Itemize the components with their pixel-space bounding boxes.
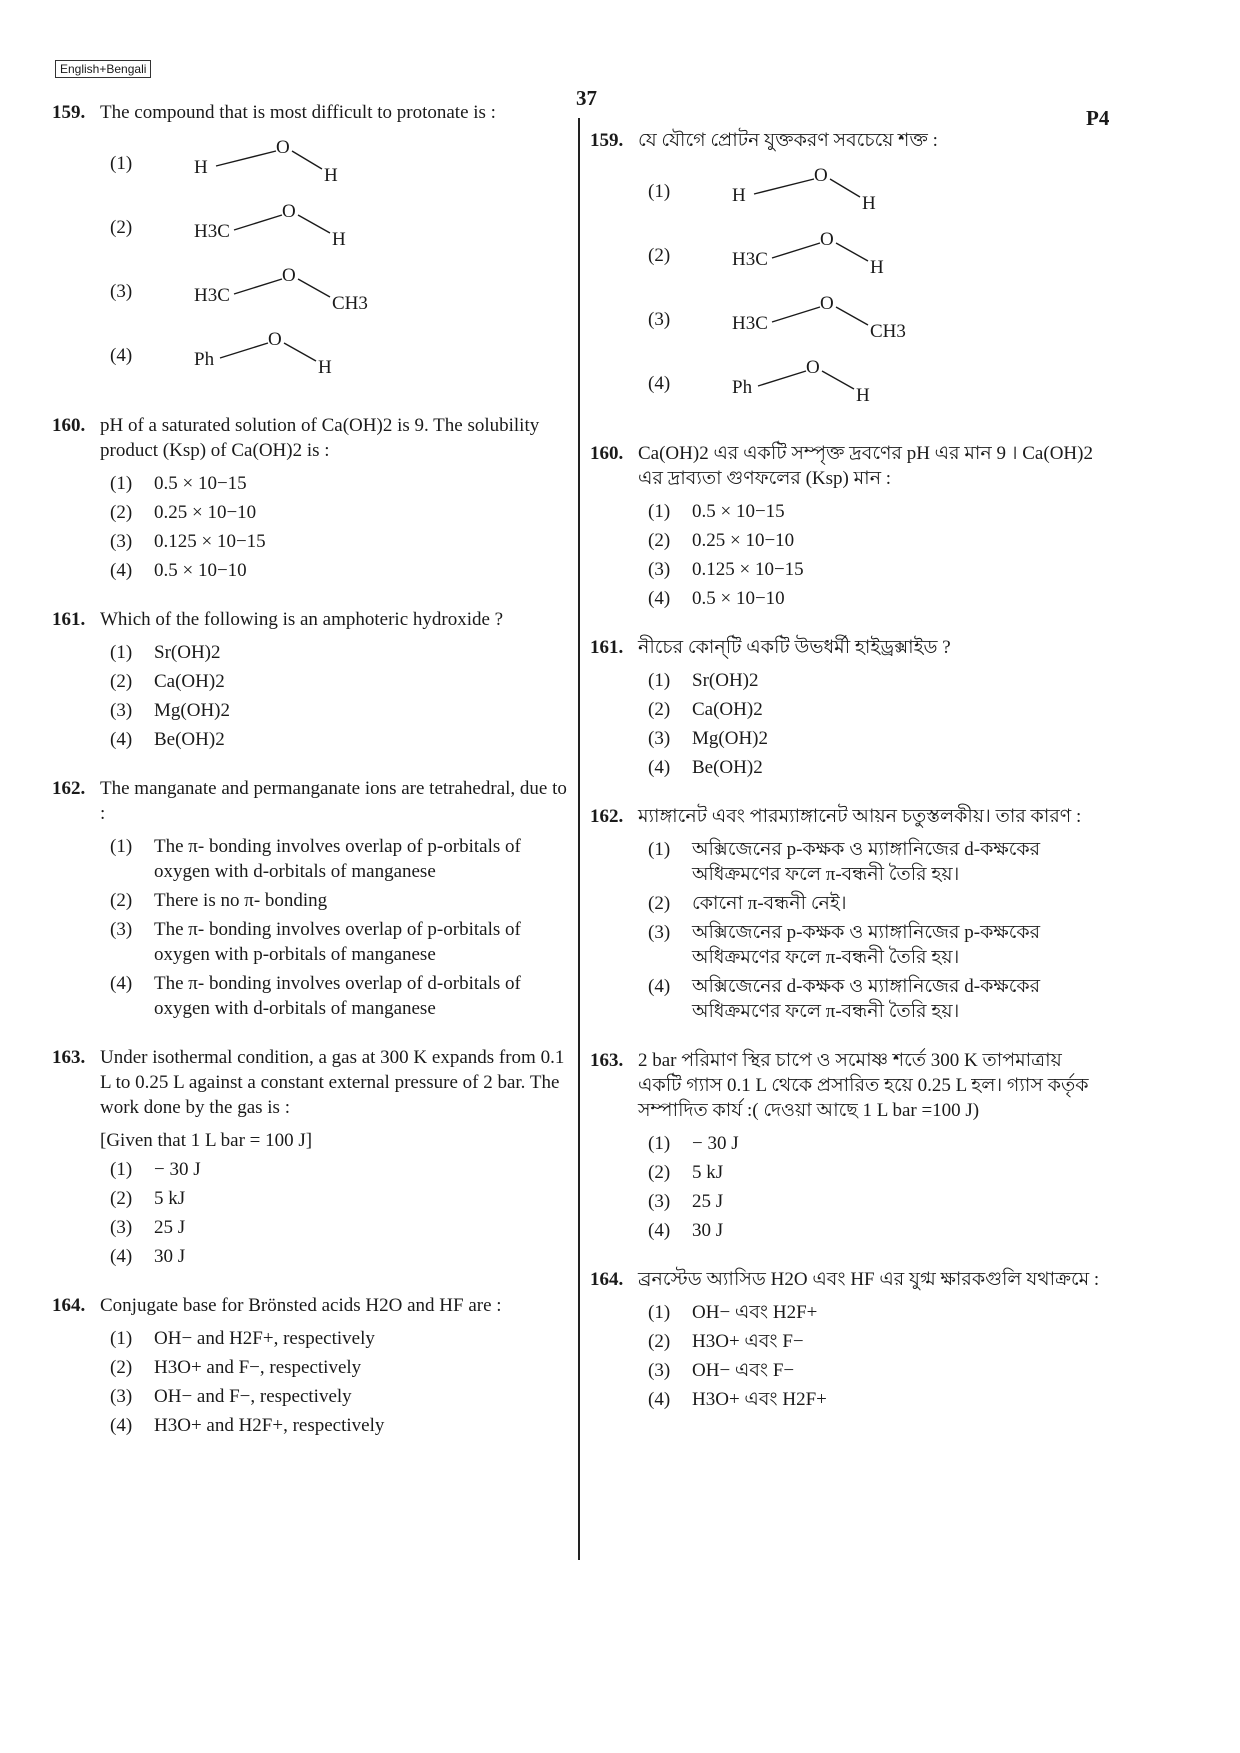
oxygen-atom: O (806, 357, 820, 378)
question-164 (52, 1293, 572, 1438)
option (638, 1358, 1110, 1383)
question-text: নীচের কোন্‌টি একটি উভধর্মী হাইড্রক্সাইড ? (638, 637, 951, 658)
molecule-structure (164, 325, 404, 387)
option (100, 1244, 572, 1269)
option-text: Sr(OH)2 (154, 642, 221, 663)
question-162 (52, 776, 572, 1021)
option-number: (3) (648, 309, 671, 330)
option-number: (2) (648, 1331, 671, 1352)
question-text: ব্রনস্টেড অ্যাসিড H2O এবং HF এর যুগ্ম ক্ষারকগুলি যথাক্রমে : (638, 1269, 1100, 1290)
bond-line (298, 215, 330, 233)
question-text: যে যৌগে প্রোটন যুক্তকরণ সবচেয়ে শক্ত : (638, 130, 938, 151)
option-text: Be(OH)2 (154, 729, 225, 750)
option (100, 698, 572, 723)
option-number: (4) (110, 1246, 133, 1267)
option (638, 161, 1110, 225)
option-text: OH− and H2F+, respectively (154, 1328, 375, 1349)
option (100, 558, 572, 583)
option-number: (2) (648, 893, 671, 914)
option (638, 586, 1110, 611)
option-text: 0.5 × 10−15 (154, 473, 247, 494)
option (100, 500, 572, 525)
molecule-structure (702, 353, 942, 415)
option-text: 30 J (692, 1220, 724, 1241)
english-column (52, 100, 572, 1462)
right-group: H (318, 357, 332, 378)
option-number: (3) (110, 1217, 133, 1238)
question-159-bn (590, 128, 1110, 417)
option-text: H3O+ and F−, respectively (154, 1357, 362, 1378)
option (100, 1326, 572, 1351)
option-text: H3O+ এবং H2F+ (692, 1389, 827, 1410)
option (100, 834, 572, 884)
question-161-bn (590, 635, 1110, 780)
option (638, 755, 1110, 780)
option-number: (1) (110, 1159, 133, 1180)
molecule-structure (164, 133, 404, 195)
question-text: 2 bar পরিমাণ স্থির চাপে ও সমোষ্ণ শর্তে 300 K তাপমাত্রায় একটি গ্যাস 0.1 L থেকে প্রসারিত হয়ে 0.25 L হল। গ্যাস কর্তৃক সম্পাদিত কার্য :( দেওয়া আছে 1 L bar =100 J) (638, 1050, 1089, 1121)
option (100, 917, 572, 967)
bond-line (836, 307, 868, 325)
option (100, 529, 572, 554)
option-number: (4) (648, 373, 671, 394)
bond-line (292, 151, 322, 169)
option (100, 1215, 572, 1240)
question-number: 160. (590, 443, 624, 464)
option-number: (1) (110, 1328, 133, 1349)
option-text: The π- bonding involves overlap of d-orbitals of oxygen with d-orbitals of manganese (154, 973, 521, 1019)
question-text: Conjugate base for Brönsted acids H2O and HF are : (100, 1295, 502, 1316)
oxygen-atom: O (268, 329, 282, 350)
bond-line (284, 343, 316, 361)
option (100, 133, 572, 197)
question-number: 163. (52, 1047, 86, 1068)
option-text: 0.5 × 10−10 (154, 560, 247, 581)
option (100, 1157, 572, 1182)
question-number: 164. (52, 1295, 86, 1316)
right-group: H (862, 193, 876, 214)
molecule-structure (702, 161, 942, 223)
left-group: Ph (194, 349, 215, 370)
option-number: (1) (110, 473, 133, 494)
option-number: (3) (110, 1386, 133, 1407)
question-text: ম্যাঙ্গানেট এবং পারম্যাঙ্গানেট আয়ন চতুস্তলকীয়। তার কারণ : (638, 806, 1082, 827)
option-text: H3O+ এবং F− (692, 1331, 804, 1352)
bond-line (772, 307, 820, 322)
left-group: Ph (732, 377, 753, 398)
option-text: অক্সিজেনের p-কক্ষক ও ম্যাঙ্গানিজের p-কক্ষকের অধিক্রমণের ফলে π-বন্ধনী তৈরি হয়। (692, 922, 1041, 968)
left-group: H (732, 185, 746, 206)
option-text: 30 J (154, 1246, 186, 1267)
option-text: 0.25 × 10−10 (692, 530, 795, 551)
option-number: (4) (648, 588, 671, 609)
option-text: 0.125 × 10−15 (154, 531, 266, 552)
option (100, 669, 572, 694)
bond-line (836, 243, 868, 261)
molecule-structure (702, 225, 942, 287)
option (638, 697, 1110, 722)
option-number: (1) (110, 153, 133, 174)
molecule-structure (164, 261, 404, 323)
option-text: Mg(OH)2 (154, 700, 230, 721)
option-text: 5 kJ (692, 1162, 724, 1183)
option-text: 0.125 × 10−15 (692, 559, 804, 580)
question-text: The compound that is most difficult to protonate is : (100, 102, 496, 123)
option-text: OH− এবং H2F+ (692, 1302, 818, 1323)
option (638, 1160, 1110, 1185)
option (100, 640, 572, 665)
option (638, 837, 1110, 887)
question-number: 162. (52, 778, 86, 799)
option-text: Ca(OH)2 (154, 671, 225, 692)
option (638, 1189, 1110, 1214)
option-number: (1) (648, 1302, 671, 1323)
bond-line (298, 279, 330, 297)
option-number: (4) (110, 345, 133, 366)
option-number: (3) (110, 919, 133, 940)
option-text: OH− এবং F− (692, 1360, 795, 1381)
right-group: CH3 (870, 321, 906, 342)
right-group: H (870, 257, 884, 278)
question-162-bn (590, 804, 1110, 1024)
option (638, 974, 1110, 1024)
option (638, 1218, 1110, 1243)
option-text: 5 kJ (154, 1188, 186, 1209)
option (638, 668, 1110, 693)
option (638, 726, 1110, 751)
question-163 (52, 1045, 572, 1269)
option-text: 0.25 × 10−10 (154, 502, 257, 523)
option (100, 1384, 572, 1409)
option-text: OH− and F−, respectively (154, 1386, 352, 1407)
option-number: (4) (648, 1389, 671, 1410)
option (100, 197, 572, 261)
option-number: (3) (648, 1360, 671, 1381)
option (638, 557, 1110, 582)
oxygen-atom: O (814, 165, 828, 186)
left-group: H (194, 157, 208, 178)
option-number: (2) (110, 502, 133, 523)
option (100, 971, 572, 1021)
option (638, 225, 1110, 289)
option-number: (3) (648, 559, 671, 580)
bond-line (822, 371, 854, 389)
option-number: (3) (110, 531, 133, 552)
given-note: [Given that 1 L bar = 100 J] (100, 1130, 313, 1151)
molecule-structure (702, 289, 942, 351)
option (638, 1131, 1110, 1156)
oxygen-atom: O (276, 137, 290, 158)
option (100, 325, 572, 389)
question-text: Ca(OH)2 এর একটি সম্পৃক্ত দ্রবণের pH এর মান 9 । Ca(OH)2 এর দ্রাব্যতা গুণফলের (Ksp) মান : (638, 443, 1093, 489)
question-number: 164. (590, 1269, 624, 1290)
bond-line (772, 243, 820, 258)
option (100, 1355, 572, 1380)
option-text: H3O+ and H2F+, respectively (154, 1415, 385, 1436)
option (638, 528, 1110, 553)
option-number: (3) (648, 1191, 671, 1212)
option-number: (3) (110, 281, 133, 302)
option (100, 888, 572, 913)
left-group: H3C (732, 313, 768, 334)
language-tag: English+Bengali (55, 60, 151, 78)
molecule-structure (164, 197, 404, 259)
option (638, 499, 1110, 524)
bond-line (758, 371, 806, 386)
option (638, 289, 1110, 353)
option-number: (4) (110, 729, 133, 750)
oxygen-atom: O (820, 293, 834, 314)
bond-line (830, 179, 860, 197)
option-number: (1) (110, 642, 133, 663)
option-number: (2) (110, 890, 133, 911)
option-number: (1) (648, 181, 671, 202)
option-text: 25 J (154, 1217, 186, 1238)
option-number: (1) (648, 1133, 671, 1154)
right-group: H (332, 229, 346, 250)
right-group: H (856, 385, 870, 406)
option-text: অক্সিজেনের p-কক্ষক ও ম্যাঙ্গানিজের d-কক্ষকের অধিক্রমণের ফলে π-বন্ধনী তৈরি হয়। (692, 839, 1041, 885)
bond-line (220, 343, 268, 358)
question-text: Which of the following is an amphoteric hydroxide ? (100, 609, 504, 630)
bengali-column (590, 128, 1110, 1436)
option-text: − 30 J (154, 1159, 201, 1180)
option-text: The π- bonding involves overlap of p-orbitals of oxygen with d-orbitals of manganese (154, 836, 521, 882)
option-number: (2) (110, 671, 133, 692)
option-number: (4) (110, 1415, 133, 1436)
option-text: Sr(OH)2 (692, 670, 759, 691)
question-number: 163. (590, 1050, 624, 1071)
option-text: Mg(OH)2 (692, 728, 768, 749)
option-number: (2) (648, 530, 671, 551)
option-text: কোনো π-বন্ধনী নেই। (692, 893, 847, 914)
option (100, 471, 572, 496)
oxygen-atom: O (282, 201, 296, 222)
question-159 (52, 100, 572, 389)
option-text: 25 J (692, 1191, 724, 1212)
question-number: 161. (52, 609, 86, 630)
option-text: The π- bonding involves overlap of p-orbitals of oxygen with p-orbitals of manganese (154, 919, 521, 965)
option-text: 0.5 × 10−15 (692, 501, 785, 522)
question-number: 159. (52, 102, 86, 123)
option-number: (2) (648, 245, 671, 266)
question-number: 160. (52, 415, 86, 436)
option (638, 1387, 1110, 1412)
column-divider (578, 118, 580, 1560)
option-number: (2) (110, 217, 133, 238)
option-text: 0.5 × 10−10 (692, 588, 785, 609)
page-number: 37 (576, 86, 597, 110)
option-text: There is no π- bonding (154, 890, 328, 911)
question-number: 161. (590, 637, 624, 658)
option-number: (4) (110, 973, 133, 994)
option-number: (2) (110, 1357, 133, 1378)
option (100, 1186, 572, 1211)
option-number: (1) (110, 836, 133, 857)
option-number: (3) (110, 700, 133, 721)
left-group: H3C (732, 249, 768, 270)
left-group: H3C (194, 221, 230, 242)
question-164-bn (590, 1267, 1110, 1412)
option-text: − 30 J (692, 1133, 739, 1154)
option (638, 353, 1110, 417)
bond-line (216, 151, 276, 166)
right-group: H (324, 165, 338, 186)
option (100, 727, 572, 752)
option-number: (4) (110, 560, 133, 581)
question-text: The manganate and permanganate ions are tetrahedral, due to : (100, 778, 567, 824)
right-group: CH3 (332, 293, 368, 314)
question-160-bn (590, 441, 1110, 611)
option (638, 920, 1110, 970)
option (100, 261, 572, 325)
option-number: (4) (648, 757, 671, 778)
option-number: (1) (648, 501, 671, 522)
option-text: Be(OH)2 (692, 757, 763, 778)
question-number: 159. (590, 130, 624, 151)
option-number: (4) (648, 976, 671, 997)
option-number: (1) (648, 839, 671, 860)
left-group: H3C (194, 285, 230, 306)
oxygen-atom: O (820, 229, 834, 250)
option-number: (2) (648, 699, 671, 720)
question-163-bn (590, 1048, 1110, 1243)
option-number: (2) (110, 1188, 133, 1209)
bond-line (234, 279, 282, 294)
option (638, 1300, 1110, 1325)
option-text: Ca(OH)2 (692, 699, 763, 720)
option-number: (3) (648, 922, 671, 943)
bond-line (234, 215, 282, 230)
option (638, 1329, 1110, 1354)
option-number: (2) (648, 1162, 671, 1183)
option-number: (4) (648, 1220, 671, 1241)
paper-code: P4 (1086, 106, 1110, 130)
question-number: 162. (590, 806, 624, 827)
question-text: pH of a saturated solution of Ca(OH)2 is 9. The solubility product (Ksp) of Ca(OH)2 is : (100, 415, 540, 461)
question-160 (52, 413, 572, 583)
option-text: অক্সিজেনের d-কক্ষক ও ম্যাঙ্গানিজের d-কক্ষকের অধিক্রমণের ফলে π-বন্ধনী তৈরি হয়। (692, 976, 1041, 1022)
option (638, 891, 1110, 916)
bond-line (754, 179, 814, 194)
option-number: (3) (648, 728, 671, 749)
oxygen-atom: O (282, 265, 296, 286)
option-number: (1) (648, 670, 671, 691)
option (100, 1413, 572, 1438)
question-161 (52, 607, 572, 752)
question-text: Under isothermal condition, a gas at 300 K expands from 0.1 L to 0.25 L against a constant external pressure of 2 bar. The work done by the gas is : (100, 1047, 565, 1118)
